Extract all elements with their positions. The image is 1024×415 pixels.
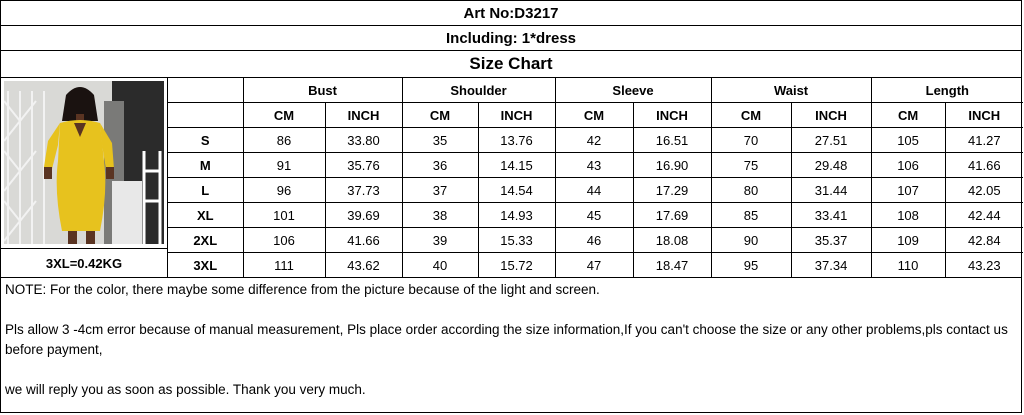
weight-note: 3XL=0.42KG: [45, 255, 123, 271]
unit-header: INCH: [791, 103, 871, 128]
table-cell: 95: [711, 253, 791, 278]
table-cell: 96: [243, 178, 325, 203]
table-cell: 75: [711, 153, 791, 178]
table-cell: 85: [711, 203, 791, 228]
table-cell: 111: [243, 253, 325, 278]
table-cell: 46: [555, 228, 633, 253]
table-cell: 108: [871, 203, 945, 228]
unit-header: INCH: [478, 103, 555, 128]
table-cell: 106: [871, 153, 945, 178]
size-label: M: [168, 153, 243, 178]
table-cell: 91: [243, 153, 325, 178]
table-cell: 43.62: [325, 253, 402, 278]
table-cell: 15.72: [478, 253, 555, 278]
table-cell: 41.66: [325, 228, 402, 253]
unit-header: CM: [402, 103, 478, 128]
table-cell: 13.76: [478, 128, 555, 153]
unit-corner: [168, 103, 243, 128]
header-sleeve: Sleeve: [555, 78, 711, 103]
unit-header: INCH: [325, 103, 402, 128]
table-cell: 14.93: [478, 203, 555, 228]
table-cell: 16.51: [633, 128, 711, 153]
table-cell: 14.15: [478, 153, 555, 178]
table-cell: 39.69: [325, 203, 402, 228]
unit-header: INCH: [633, 103, 711, 128]
header-waist: Waist: [711, 78, 871, 103]
header-bust: Bust: [243, 78, 402, 103]
unit-header-row: [168, 103, 1023, 128]
table-cell: 45: [555, 203, 633, 228]
size-label: L: [168, 178, 243, 203]
table-cell: 90: [711, 228, 791, 253]
table-cell: 18.08: [633, 228, 711, 253]
unit-header: CM: [555, 103, 633, 128]
size-label: S: [168, 128, 243, 153]
table-cell: 109: [871, 228, 945, 253]
table-cell: 27.51: [791, 128, 871, 153]
including-line: Including: 1*dress: [1, 26, 1021, 51]
size-chart-body: [1, 78, 1021, 278]
header-corner: [168, 78, 243, 103]
table-cell: 17.29: [633, 178, 711, 203]
table-cell: 106: [243, 228, 325, 253]
table-cell: 42: [555, 128, 633, 153]
table-cell: 107: [871, 178, 945, 203]
table-cell: 15.33: [478, 228, 555, 253]
table-cell: 16.90: [633, 153, 711, 178]
size-row-xl: [168, 203, 1023, 228]
size-row-s: [168, 128, 1023, 153]
table-cell: 101: [243, 203, 325, 228]
size-label: 2XL: [168, 228, 243, 253]
table-cell: 44: [555, 178, 633, 203]
table-cell: 33.41: [791, 203, 871, 228]
table-cell: 31.44: [791, 178, 871, 203]
table-cell: 43: [555, 153, 633, 178]
table-cell: 110: [871, 253, 945, 278]
table-cell: 70: [711, 128, 791, 153]
table-cell: 41.66: [945, 153, 1023, 178]
size-label: XL: [168, 203, 243, 228]
table-cell: 35.37: [791, 228, 871, 253]
table-cell: 37: [402, 178, 478, 203]
color-note: NOTE: For the color, there maybe some difference from the picture because of the light and screen.: [5, 282, 600, 297]
art-number: Art No:D3217: [1, 1, 1021, 26]
table-cell: 29.48: [791, 153, 871, 178]
table-cell: 33.80: [325, 128, 402, 153]
unit-header: CM: [243, 103, 325, 128]
measurement-note: Pls allow 3 -4cm error because of manual measurement, Pls place order according the size information,If you can't choose the size or any other problems,pls contact us before payment,: [5, 322, 1008, 357]
notes-section: [1, 280, 1021, 400]
table-cell: 86: [243, 128, 325, 153]
table-cell: 42.84: [945, 228, 1023, 253]
table-cell: 42.44: [945, 203, 1023, 228]
product-photo: [1, 78, 167, 249]
table-cell: 105: [871, 128, 945, 153]
size-row-l: [168, 178, 1023, 203]
table-cell: 38: [402, 203, 478, 228]
size-row-m: [168, 153, 1023, 178]
header-length: Length: [871, 78, 1023, 103]
table-cell: 43.23: [945, 253, 1023, 278]
table-cell: 47: [555, 253, 633, 278]
reply-note: we will reply you as soon as possible. Thank you very much.: [5, 382, 366, 397]
table-cell: 37.73: [325, 178, 402, 203]
table-cell: 18.47: [633, 253, 711, 278]
unit-header: INCH: [945, 103, 1023, 128]
size-row-2xl: [168, 228, 1023, 253]
table-cell: 35: [402, 128, 478, 153]
table-cell: 14.54: [478, 178, 555, 203]
product-column: [1, 78, 168, 277]
table-cell: 35.76: [325, 153, 402, 178]
size-table: [168, 78, 1023, 277]
dress-model-image: [4, 81, 164, 244]
table-cell: 42.05: [945, 178, 1023, 203]
size-row-3xl: [168, 253, 1023, 278]
table-cell: 80: [711, 178, 791, 203]
header-shoulder: Shoulder: [402, 78, 555, 103]
measurement-header-row: [168, 78, 1023, 103]
unit-header: CM: [711, 103, 791, 128]
table-cell: 41.27: [945, 128, 1023, 153]
table-cell: 39: [402, 228, 478, 253]
table-cell: 40: [402, 253, 478, 278]
unit-header: CM: [871, 103, 945, 128]
table-cell: 36: [402, 153, 478, 178]
table-cell: 17.69: [633, 203, 711, 228]
table-cell: 37.34: [791, 253, 871, 278]
size-label: 3XL: [168, 253, 243, 278]
size-chart-title: Size Chart: [1, 51, 1021, 78]
